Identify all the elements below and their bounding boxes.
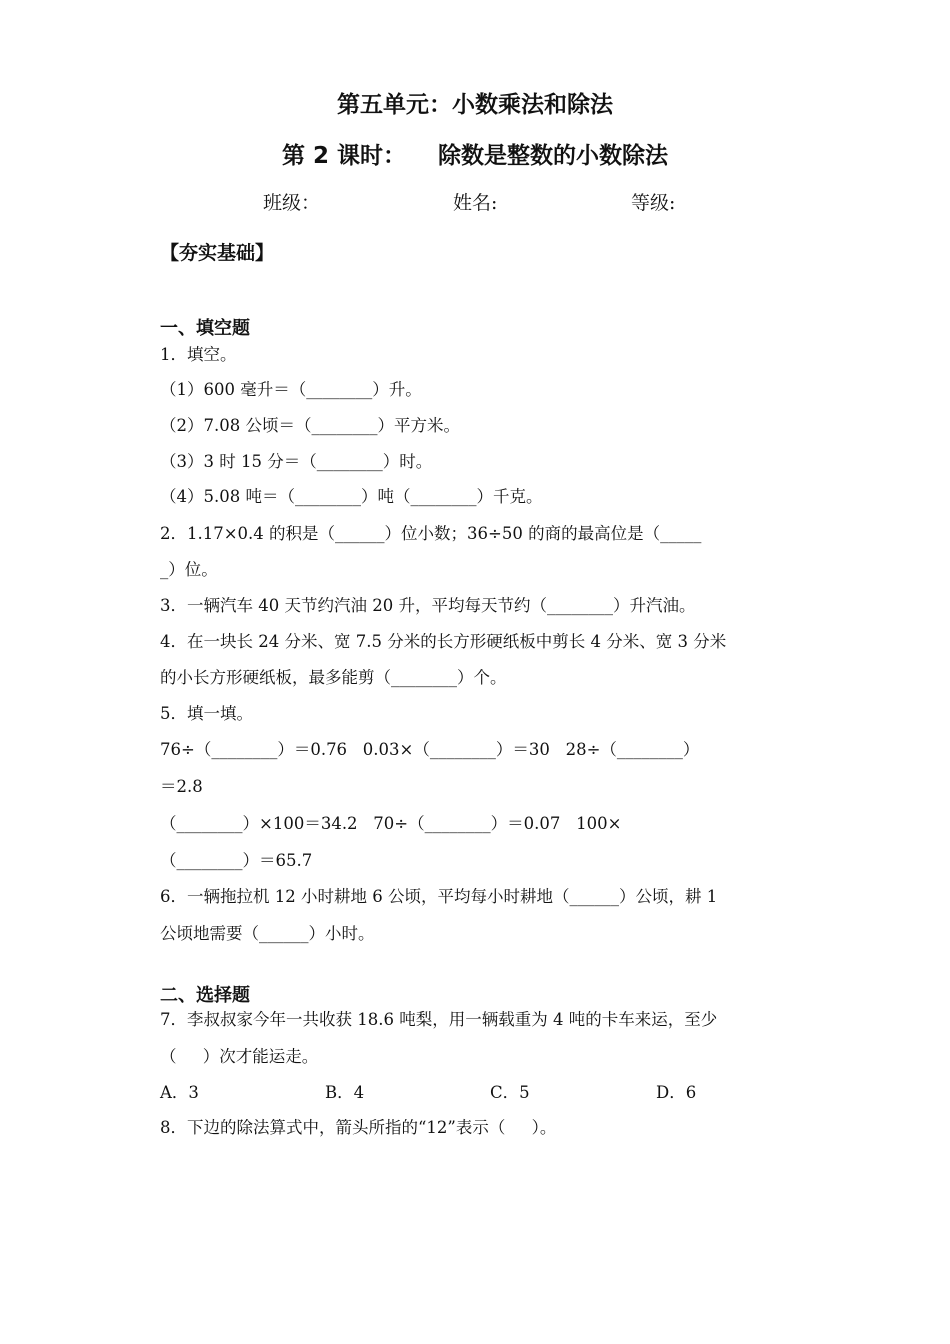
- question-line: 5．填一填。: [160, 704, 253, 723]
- question-line: 3．一辆汽车 40 天节约汽油 20 升，平均每天节约（________）升汽油。: [160, 596, 696, 615]
- question-line: （4）5.08 吨＝（________）吨（________）千克。: [160, 487, 543, 506]
- class-label: 班级：: [263, 192, 321, 214]
- question-line: 1．填空。: [160, 345, 237, 364]
- question-line: 的小长方形硬纸板，最多能剪（________）个。: [160, 668, 507, 687]
- section-heading-fill-blank: 一、填空题: [160, 318, 250, 339]
- choice-option-b: B．4: [325, 1083, 365, 1102]
- section-intro: 【夯实基础】: [160, 242, 275, 264]
- question-line: （ ）次才能运走。: [160, 1047, 319, 1066]
- question-line: 4．在一块长 24 分米、宽 7.5 分米的长方形硬纸板中剪长 4 分米、宽 3 分米: [160, 632, 727, 651]
- question-line: 76÷（________）＝0.76 0.03×（________）＝30 28÷（________）: [160, 740, 700, 759]
- question-line: （1）600 毫升＝（________）升。: [160, 380, 422, 399]
- question-line: （3）3 时 15 分＝（________）时。: [160, 452, 433, 471]
- question-line: 6．一辆拖拉机 12 小时耕地 6 公顷，平均每小时耕地（______）公顷，耕 1: [160, 887, 718, 906]
- question-line: （________）×100＝34.2 70÷（________）＝0.07 100×: [160, 814, 622, 833]
- choice-option-a: A．3: [160, 1083, 199, 1102]
- question-line: （2）7.08 公顷＝（________）平方米。: [160, 416, 460, 435]
- name-label: 姓名:: [453, 192, 498, 214]
- question-line: _）位。: [160, 560, 218, 579]
- question-line: 2．1.17×0.4 的积是（______）位小数；36÷50 的商的最高位是（_____: [160, 524, 702, 543]
- question-line: 8．下边的除法算式中，箭头所指的“12”表示（ ）。: [160, 1118, 557, 1137]
- choice-option-d: D．6: [656, 1083, 697, 1102]
- question-line: 7．李叔叔家今年一共收获 18.6 吨梨，用一辆载重为 4 吨的卡车来运，至少: [160, 1010, 718, 1029]
- question-line: （________）＝65.7: [160, 851, 313, 870]
- page-title: 第五单元：小数乘法和除法: [337, 92, 613, 118]
- choice-option-c: C．5: [490, 1083, 530, 1102]
- grade-label: 等级:: [631, 192, 676, 214]
- question-line: ＝2.8: [160, 777, 203, 796]
- section-heading-multiple-choice: 二、选择题: [160, 985, 250, 1006]
- question-line: 公顷地需要（______）小时。: [160, 924, 375, 943]
- lesson-subtitle: 第 2 课时： 除数是整数的小数除法: [281, 143, 669, 169]
